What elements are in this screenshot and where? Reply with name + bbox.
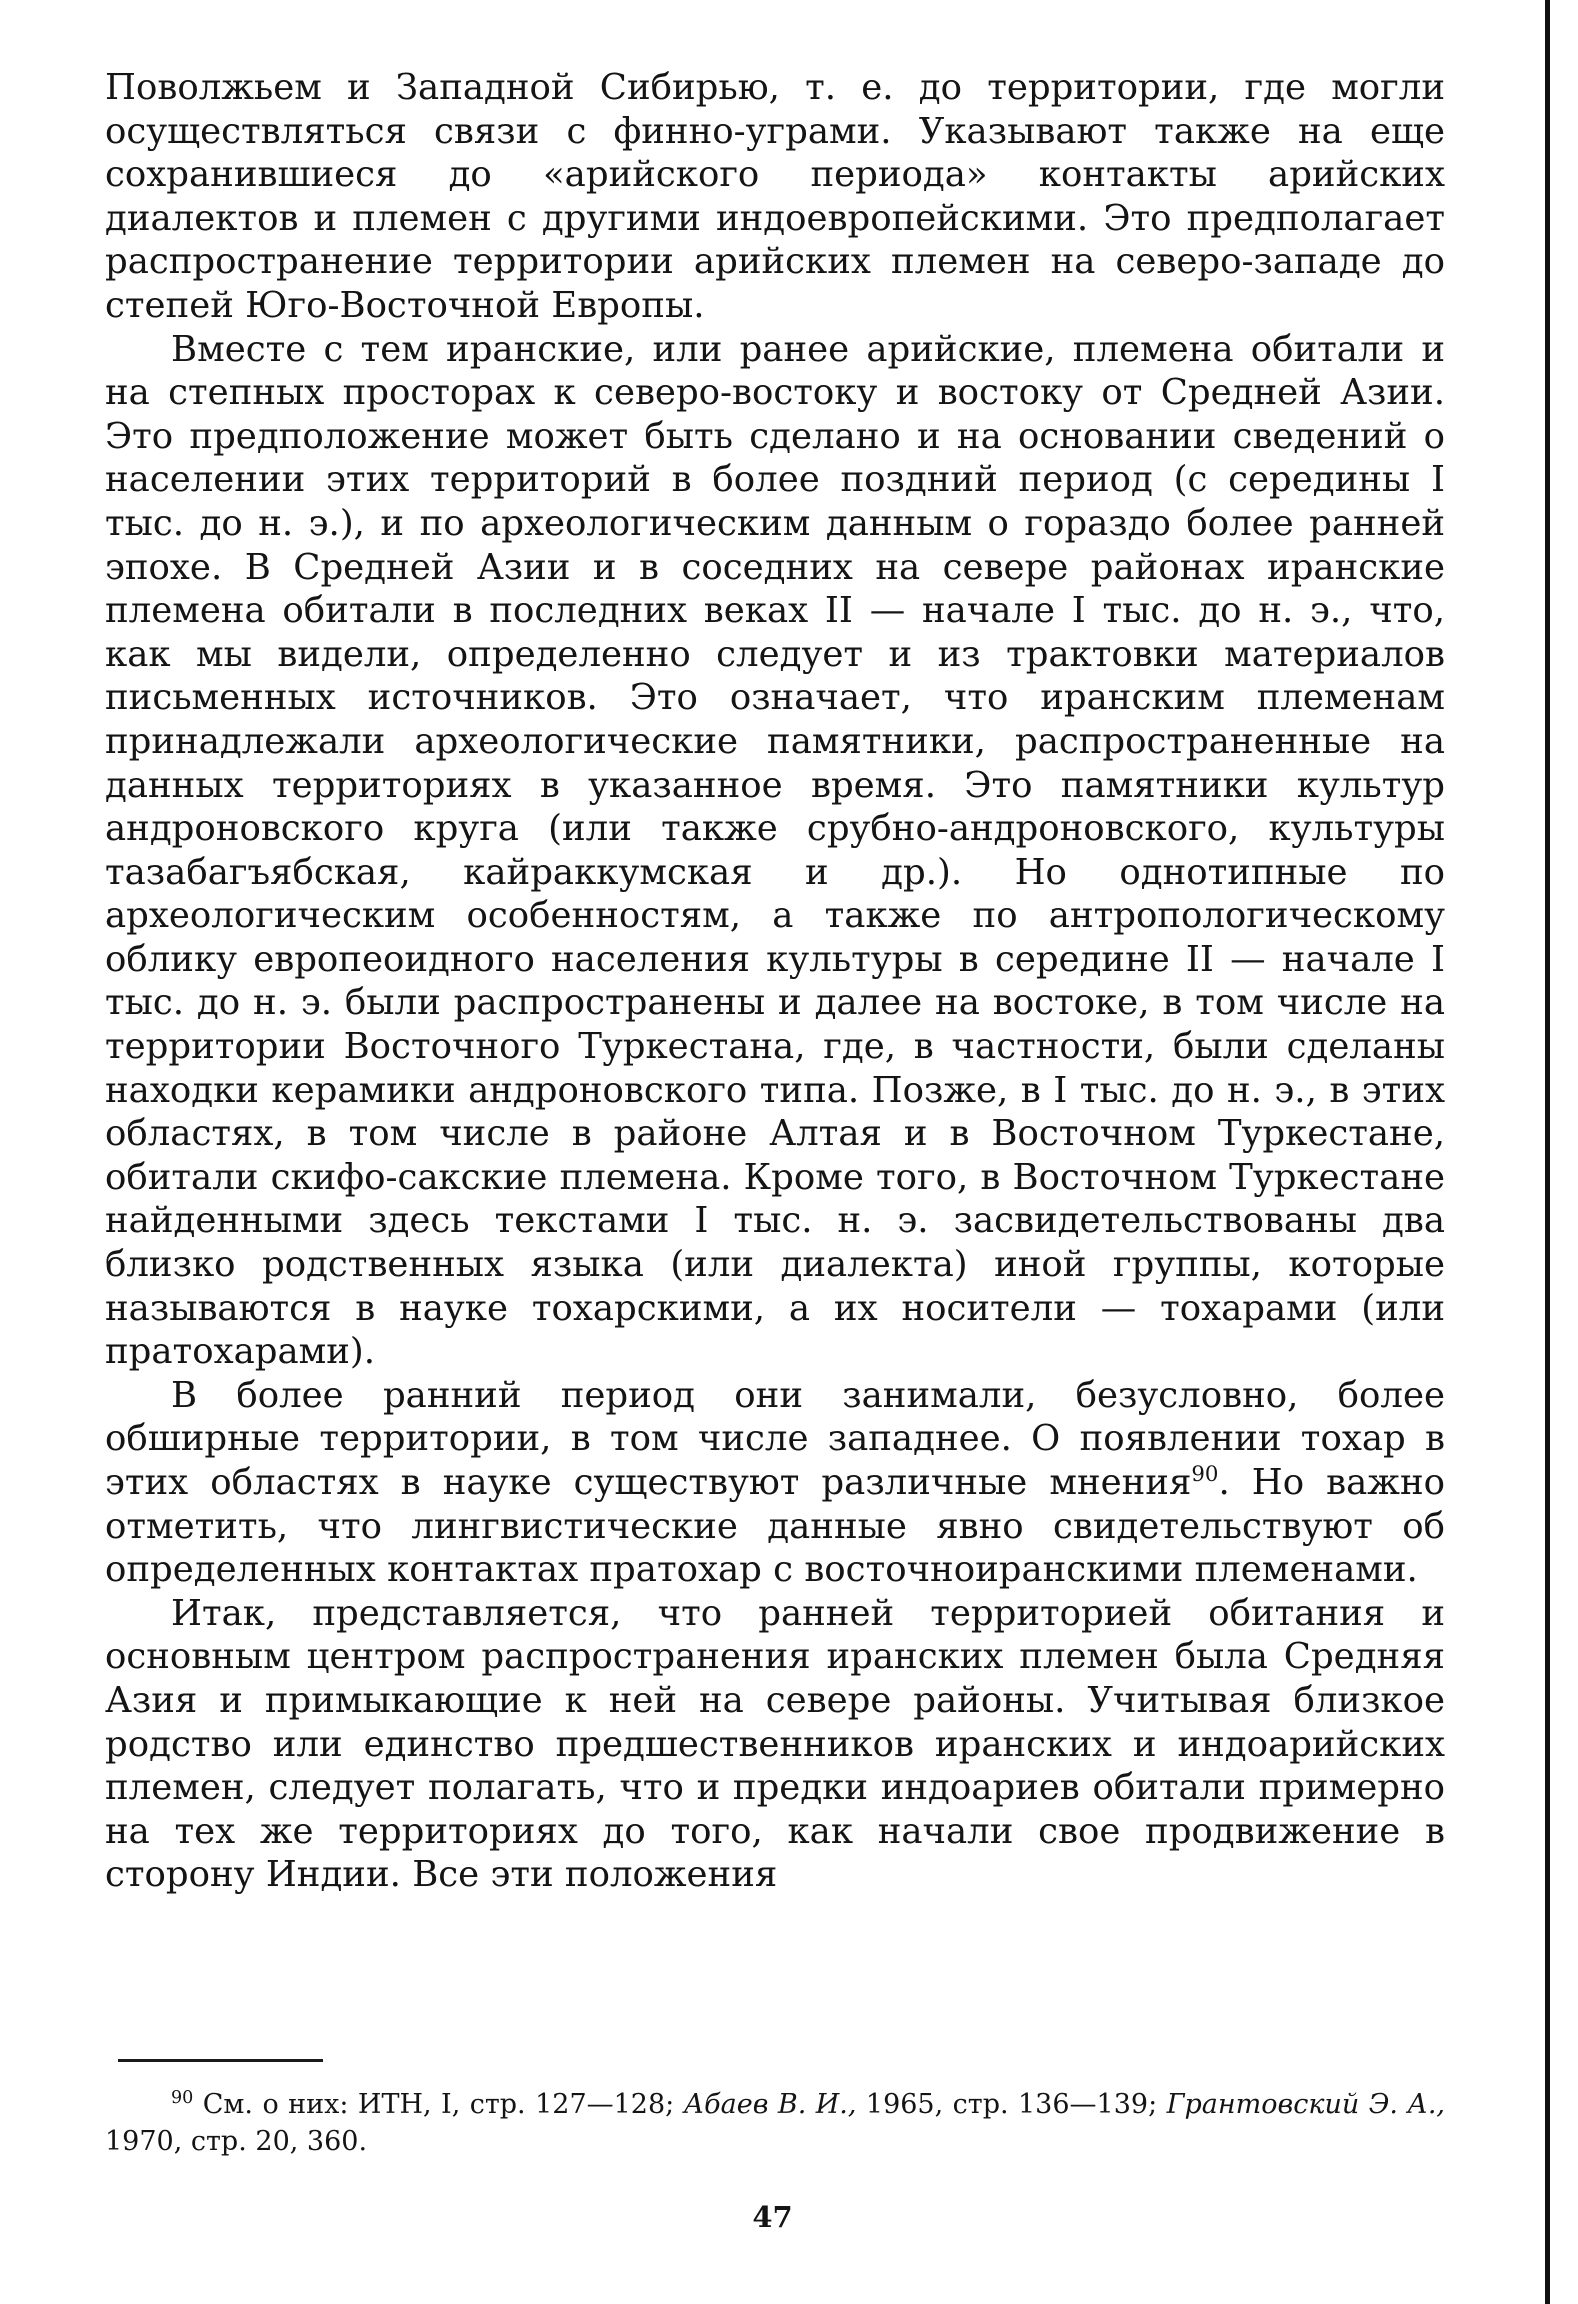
page-number: 47	[752, 2200, 793, 2234]
footnote-text-2: 1965, стр. 136—139;	[856, 2089, 1167, 2120]
footnote-text-3: 1970, стр. 20, 360.	[105, 2126, 368, 2157]
paragraph-3-text-after: . Но важно отметить, что лингвистические данные явно свидетельствуют об определенных контактах пратохар с восточноиранскими племенами.	[105, 1462, 1445, 1591]
paragraph-1: Поволжьем и Западной Сибирью, т. е. до территории, где могли осуществляться связи с финно-уграми. Указывают также на еще сохранившиеся до «арийского периода» контакты арийских диалектов и племен с другими индоевропейскими. Это предполагает распространение территории арийских племен на северо-западе до степей Юго-Восточной Европы.	[105, 67, 1445, 326]
paragraph-3	[105, 1374, 1445, 1592]
footnote-separator	[118, 2059, 323, 2062]
footnote-90	[105, 2086, 1445, 2160]
paragraph-2: Вместе с тем иранские, или ранее арийские, племена обитали и на степных просторах к северо-востоку и востоку от Средней Азии. Это предположение может быть сделано и на основании сведений о населении этих территорий в более поздний период (с середины I тыс. до н. э.), и по археологическим данным о гораздо более ранней эпохе. В Средней Азии и в соседних на севере районах иранские племена обитали в последних веках II — начале I тыс. до н. э., что, как мы видели, определенно следует и из трактовки материалов письменных источников. Это означает, что иранским племенам принадлежали археологические памятники, распространенные на данных территориях в указанное время. Это памятники культур андроновского круга (или также срубно-андроновского, культуры тазабагъябская, кайраккумская и др.). Но однотипные по археологическим особенностям, а также по антропологическому облику европеоидного населения культуры в середине II — начале I тыс. до н. э. были распространены и далее на востоке, в том числе на территории Восточного Туркестана, где, в частности, были сделаны находки керамики андроновского типа. Позже, в I тыс. до н. э., в этих областях, в том числе в районе Алтая и в Восточном Туркестане, обитали скифо-сакские племена. Кроме того, в Восточном Туркестане найденными здесь текстами I тыс. н. э. засвидетельствованы два близко родственных языка (или диалекта) иной группы, которые называются в науке тохарскими, а их носители — тохарами (или пратохарами).	[105, 328, 1445, 1373]
footnote-reference: 90	[1191, 1462, 1219, 1488]
main-text	[105, 66, 1445, 1897]
footnote-text-1: См. о них: ИТН, I, стр. 127—128;	[202, 2089, 684, 2120]
page-edge-shadow	[1545, 0, 1550, 2304]
footnote-author-1: Абаев В. И.,	[683, 2089, 857, 2120]
paragraph-3-text-before: В более ранний период они занимали, безусловно, более обширные территории, в том числе западнее. О появлении тохар в этих областях в науке существуют различные мнения	[105, 1374, 1445, 1503]
footnote-number: 90	[171, 2088, 194, 2108]
footnote-author-2: Грантовский Э. А.,	[1166, 2089, 1445, 2120]
paragraph-4: Итак, представляется, что ранней территорией обитания и основным центром распространения иранских племен была Средняя Азия и примыкающие к ней на севере районы. Учитывая близкое родство или единство предшественников иранских и индоарийских племен, следует полагать, что и предки индоариев обитали примерно на тех же территориях до того, как начали свое продвижение в сторону Индии. Все эти положения	[105, 1592, 1445, 1896]
